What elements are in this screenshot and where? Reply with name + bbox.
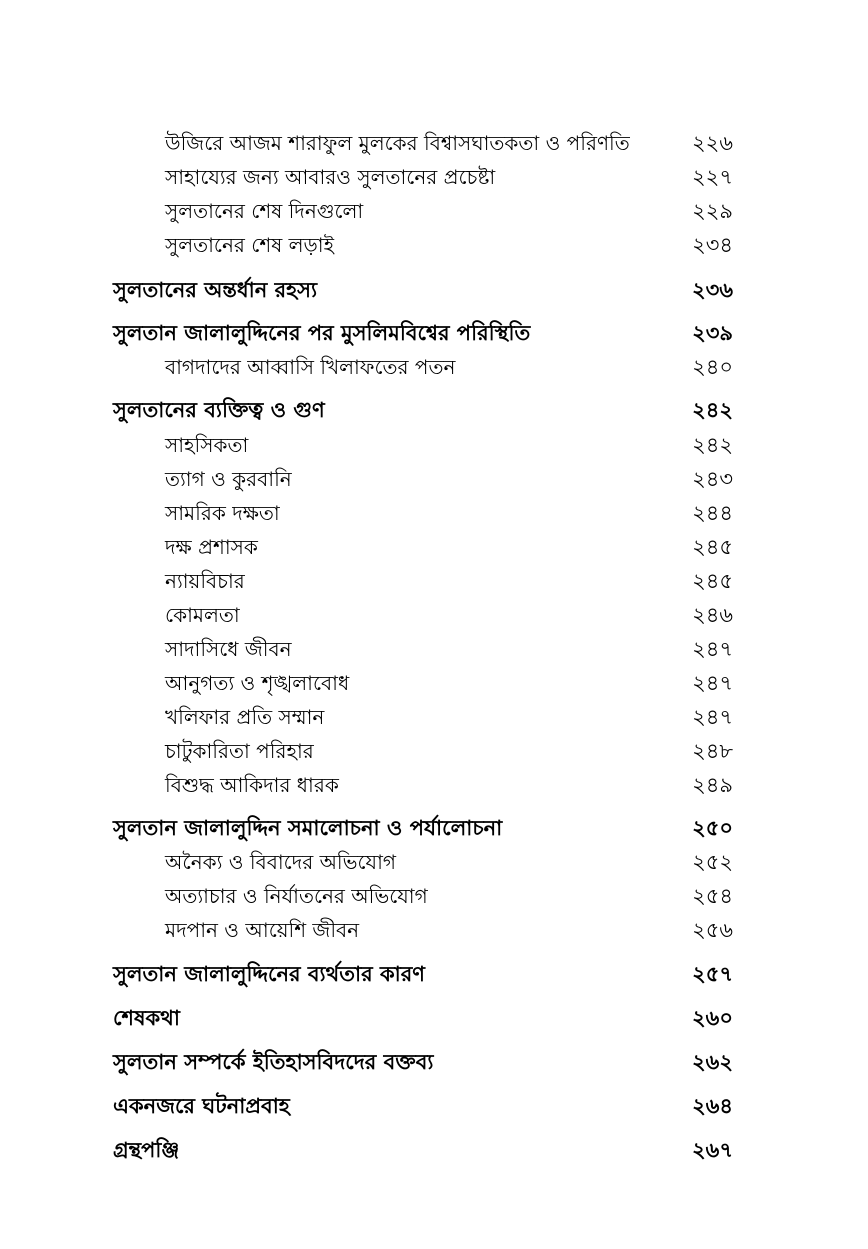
toc-entry (0, 228, 868, 262)
toc-entry-title: অনৈক্য ও বিবাদের অভিযোগ (165, 850, 396, 874)
toc-section-title: সুলতানের অন্তর্ধান রহস্য (113, 278, 318, 302)
toc-entry (0, 700, 868, 734)
toc-section (0, 1045, 868, 1079)
toc-entry-title: দক্ষ প্রশাসক (165, 535, 258, 559)
toc-entry-page: ২৪৯ (692, 773, 733, 797)
toc-entry-title: সুলতানের শেষ লড়াই (165, 233, 334, 257)
toc-entry (0, 598, 868, 632)
toc-entry (0, 428, 868, 462)
toc-entry (0, 160, 868, 194)
toc-entry-page: ২৩৪ (692, 233, 733, 257)
toc-entry-page: ২৪৫ (692, 535, 733, 559)
toc-entry (0, 768, 868, 802)
toc-section-title: সুলতান জালালুদ্দিন সমালোচনা ও পর্যালোচনা (113, 816, 503, 840)
toc-section (0, 957, 868, 991)
toc-entry-page: ২৪২ (692, 433, 733, 457)
toc-entry (0, 913, 868, 947)
toc-section (0, 1089, 868, 1123)
toc-section-title: শেষকথা (113, 1006, 180, 1030)
toc-section-page: ২৬০ (692, 1006, 733, 1030)
toc-entry-page: ২৪৭ (692, 637, 733, 661)
toc-entry-page: ২৪৬ (692, 603, 733, 627)
toc-entry (0, 734, 868, 768)
toc-entry-page: ২৪৫ (692, 569, 733, 593)
toc-section (0, 811, 868, 845)
toc-entry-title: বিশুদ্ধ আকিদার ধারক (165, 773, 339, 797)
toc-entry (0, 632, 868, 666)
toc-entry-title: সামরিক দক্ষতা (165, 501, 280, 525)
toc-entry-page: ২৪৪ (692, 501, 733, 525)
toc-section (0, 1001, 868, 1035)
toc-entry-title: খলিফার প্রতি সম্মান (165, 705, 325, 729)
toc-section (0, 393, 868, 427)
toc-section-title: গ্রন্থপঞ্জি (113, 1138, 180, 1162)
toc-entry-page: ২৫২ (692, 850, 733, 874)
toc-entry (0, 350, 868, 384)
toc-entry-page: ২৫৪ (692, 884, 733, 908)
toc-entry (0, 845, 868, 879)
toc-section (0, 273, 868, 307)
toc-section-page: ২৪২ (692, 398, 733, 422)
toc-entry-page: ২২৯ (692, 199, 733, 223)
toc-section-title: সুলতান সম্পর্কে ইতিহাসবিদদের বক্তব্য (113, 1050, 434, 1074)
toc-entry (0, 126, 868, 160)
toc-entry-page: ২৪৮ (692, 739, 733, 763)
toc-entry (0, 530, 868, 564)
toc-section-page: ২৬২ (692, 1050, 733, 1074)
toc-entry-page: ২৪৭ (692, 705, 733, 729)
toc-entry-page: ২৪০ (692, 355, 733, 379)
toc-entry-title: ন্যায়বিচার (165, 569, 245, 593)
toc-entry (0, 496, 868, 530)
toc-section-page: ২৬৪ (692, 1094, 733, 1118)
toc-entry (0, 879, 868, 913)
toc-section-page: ২৫০ (692, 816, 733, 840)
toc-section-page: ২৬৭ (692, 1138, 733, 1162)
toc-section-title: সুলতান জালালুদ্দিনের ব্যর্থতার কারণ (113, 962, 425, 986)
toc-entry-title: সুলতানের শেষ দিনগুলো (165, 199, 364, 223)
toc-entry (0, 564, 868, 598)
toc-entry-page: ২৪৭ (692, 671, 733, 695)
toc-section-page: ২৫৭ (692, 962, 733, 986)
toc-entry-title: সাদাসিধে জীবন (165, 637, 292, 661)
toc-section-title: সুলতানের ব্যক্তিত্ব ও গুণ (113, 398, 325, 422)
toc-entry-title: উজিরে আজম শারাফুল মুলকের বিশ্বাসঘাতকতা ও পরিণতি (165, 131, 630, 155)
toc-section-title: একনজরে ঘটনাপ্রবাহ (113, 1094, 290, 1118)
toc-entry-title: চাটুকারিতা পরিহার (165, 739, 314, 763)
toc-entry-page: ২৪৩ (692, 467, 733, 491)
toc-entry-page: ২২৭ (692, 165, 733, 189)
toc-entry-page: ২২৬ (692, 131, 733, 155)
toc-section (0, 1133, 868, 1167)
toc-entry-title: আনুগত্য ও শৃঙ্খলাবোধ (165, 671, 350, 695)
toc-section-page: ২৩৯ (692, 321, 733, 345)
toc-section-page: ২৩৬ (692, 278, 733, 302)
toc-entry-page: ২৫৬ (692, 918, 733, 942)
toc-section-title: সুলতান জালালুদ্দিনের পর মুসলিমবিশ্বের পরিস্থিতি (113, 321, 531, 345)
toc-entry-title: ত্যাগ ও কুরবানি (165, 467, 292, 491)
toc-entry-title: মদপান ও আয়েশি জীবন (165, 918, 360, 942)
toc-entry (0, 666, 868, 700)
toc-section (0, 316, 868, 350)
toc-entry-title: কোমলতা (165, 603, 240, 627)
toc-entry-title: বাগদাদের আব্বাসি খিলাফতের পতন (165, 355, 456, 379)
toc-entry-title: অত্যাচার ও নির্যাতনের অভিযোগ (165, 884, 428, 908)
toc-entry (0, 462, 868, 496)
toc-entry-title: সাহসিকতা (165, 433, 249, 457)
toc-entry (0, 194, 868, 228)
toc-entry-title: সাহায্যের জন্য আবারও সুলতানের প্রচেষ্টা (165, 165, 496, 189)
